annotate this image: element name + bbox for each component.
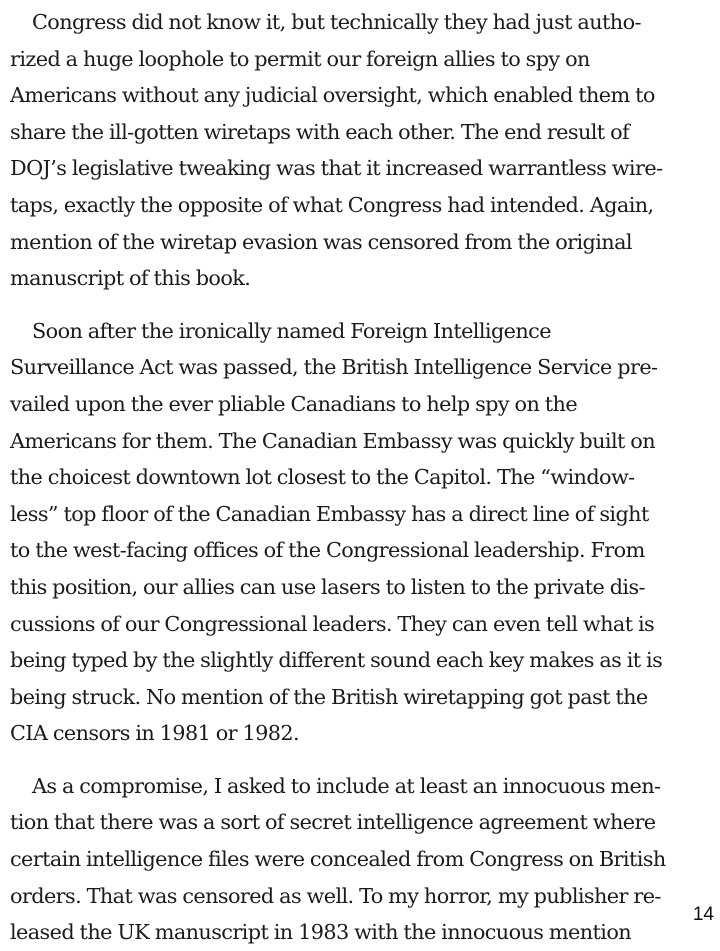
text-line: certain intelligence files were concealed from Congress on British [10, 847, 666, 872]
text-line: rized a huge loophole to permit our foreign allies to spy on [10, 46, 590, 71]
text-line: to the west-facing offices of the Congressional leadership. From [10, 538, 645, 563]
page-body [10, 4, 714, 951]
text-line: Surveillance Act was passed, the British Intelligence Service pre- [10, 355, 658, 380]
text-line: the choicest downtown lot closest to the Capitol. The “window- [10, 465, 635, 490]
text-line: Americans for them. The Canadian Embassy was quickly built on [10, 428, 656, 453]
text-line: vailed upon the ever pliable Canadians to help spy on the [10, 391, 578, 416]
text-line: being typed by the slightly different sound each key makes as it is [10, 648, 663, 673]
text-line: CIA censors in 1981 or 1982. [10, 721, 300, 746]
text-line: Soon after the ironically named Foreign Intelligence [32, 318, 551, 343]
text-line: tion that there was a sort of secret intelligence agreement where [10, 810, 656, 835]
text-line: being struck. No mention of the British wiretapping got past the [10, 684, 648, 709]
text-line: cussions of our Congressional leaders. They can even tell what is [10, 611, 655, 636]
text-line: DOJ’s legislative tweaking was that it increased warrantless wire- [10, 156, 663, 181]
text-line: leased the UK manuscript in 1983 with the innocuous mention [10, 920, 632, 945]
text-line: this position, our allies can use lasers to listen to the private dis- [10, 574, 645, 599]
paragraph-gap [10, 297, 714, 313]
paragraph-3 [10, 768, 714, 951]
text-line: manuscript of this book. [10, 266, 251, 291]
text-line: mention of the wiretap evasion was censored from the original [10, 229, 632, 254]
text-line: orders. That was censored as well. To my horror, my publisher re- [10, 883, 661, 908]
paragraph-gap [10, 752, 714, 768]
paragraph-1 [10, 4, 714, 297]
text-line: share the ill-gotten wiretaps with each other. The end result of [10, 119, 630, 144]
page-number: 14 [692, 904, 714, 925]
paragraph-2 [10, 313, 714, 752]
text-line: As a compromise, I asked to include at least an innocuous men- [32, 773, 661, 798]
text-line: taps, exactly the opposite of what Congress had intended. Again, [10, 192, 654, 217]
text-line: less” top floor of the Canadian Embassy has a direct line of sight [10, 501, 649, 526]
text-line: Congress did not know it, but technically they had just autho- [32, 10, 641, 34]
text-line: Americans without any judicial oversight, which enabled them to [10, 83, 655, 108]
